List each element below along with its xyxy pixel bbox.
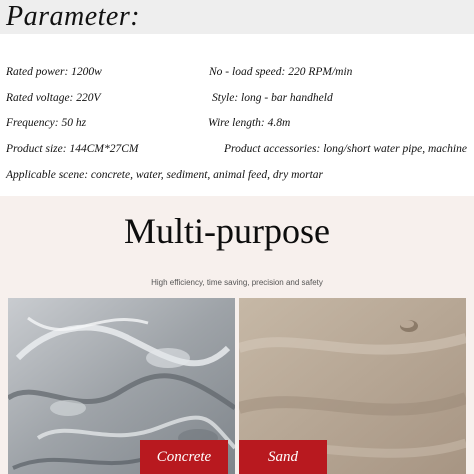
spec-accessories: Product accessories: long/short water pipe, machine — [224, 143, 467, 155]
spec-applicable-scene: Applicable scene: concrete, water, sediment, animal feed, dry mortar — [6, 169, 324, 181]
concrete-label: Concrete — [140, 440, 228, 474]
spec-rated-voltage: Rated voltage: 220V — [6, 92, 101, 104]
promo-title: Multi-purpose — [124, 211, 330, 251]
spec-style: Style: long - bar handheld — [212, 92, 333, 104]
spec-product-size: Product size: 144CM*27CM — [6, 143, 139, 155]
spec-frequency: Frequency: 50 hz — [6, 117, 87, 129]
sand-label: Sand — [239, 440, 327, 474]
spec-rated-power: Rated power: 1200w — [6, 66, 102, 78]
parameter-title: Parameter: — [6, 1, 141, 32]
promo-subtitle: High efficiency, time saving, precision and safety — [151, 278, 323, 287]
parameter-header — [0, 0, 474, 34]
spec-no-load-speed: No - load speed: 220 RPM/min — [209, 66, 353, 78]
spec-wire-length: Wire length: 4.8m — [208, 117, 291, 129]
